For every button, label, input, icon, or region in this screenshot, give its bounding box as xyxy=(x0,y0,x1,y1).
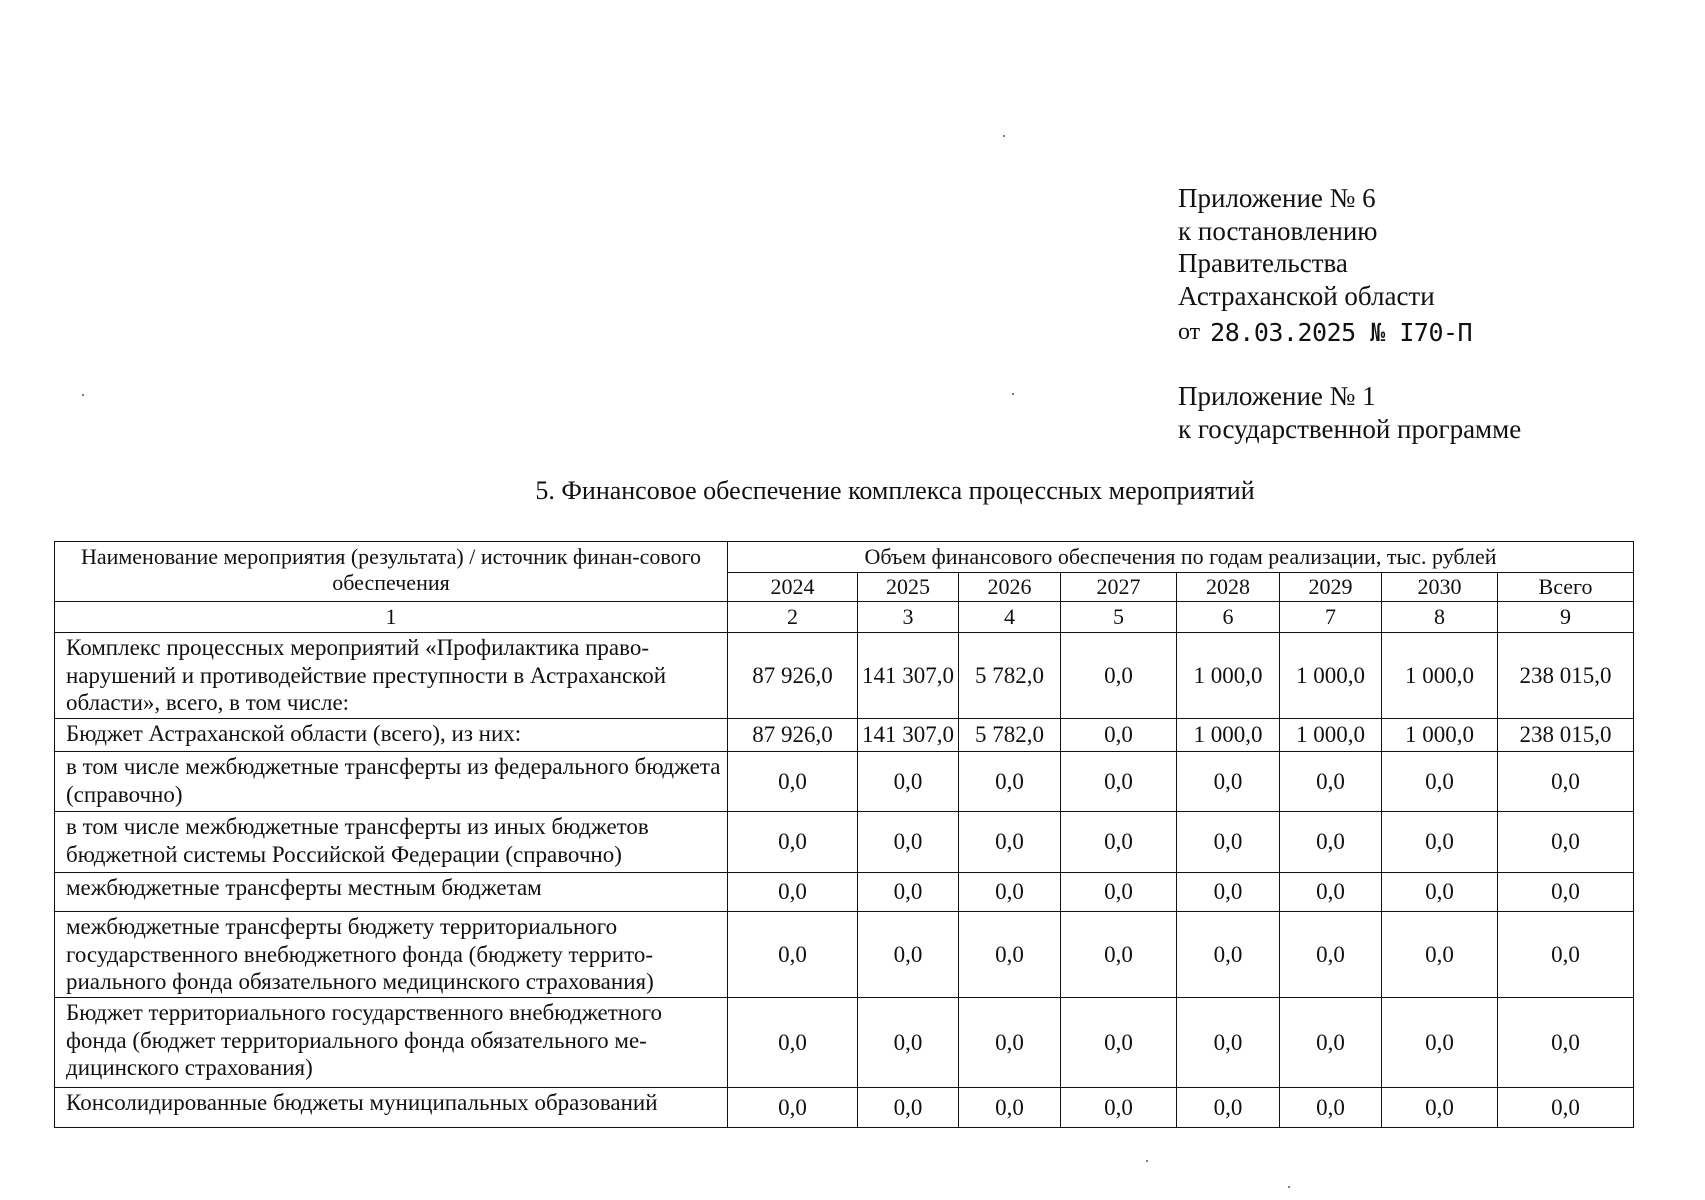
header-line: Правительства xyxy=(1178,248,1348,278)
row-value: 87 926,0 xyxy=(728,719,858,752)
financing-table xyxy=(54,541,1634,1128)
row-value: 0,0 xyxy=(1280,812,1382,873)
row-value: 0,0 xyxy=(959,912,1061,998)
header-line: к постановлению xyxy=(1178,215,1378,246)
row-value: 0,0 xyxy=(959,812,1061,873)
row-value: 0,0 xyxy=(1061,912,1177,998)
row-value: 0,0 xyxy=(1177,998,1280,1088)
annex-line: Приложение № 1 xyxy=(1178,381,1376,411)
row-value: 0,0 xyxy=(728,998,858,1088)
table-row xyxy=(55,1088,1634,1128)
row-value: 0,0 xyxy=(1382,1088,1498,1128)
row-value: 0,0 xyxy=(1177,912,1280,998)
row-value: 1 000,0 xyxy=(1382,633,1498,719)
row-name: Бюджет Астраханской области (всего), из них: xyxy=(55,719,728,752)
row-value: 5 782,0 xyxy=(959,633,1061,719)
row-value: 0,0 xyxy=(1061,812,1177,873)
column-number: 2 xyxy=(728,602,858,633)
row-value: 0,0 xyxy=(959,1088,1061,1128)
row-value: 0,0 xyxy=(858,1088,959,1128)
row-value: 0,0 xyxy=(1280,912,1382,998)
row-value: 0,0 xyxy=(1061,1088,1177,1128)
program-annex-header xyxy=(1178,380,1521,445)
name-column-header: Наименование мероприятия (результата) / источник финан-сового обеспечения xyxy=(55,542,728,602)
row-name: межбюджетные трансферты бюджету территориального государственного внебюджетного фонда (бюджету террито-риального фонда обязательного медицинского страхования) xyxy=(55,912,728,998)
table-row xyxy=(55,752,1634,812)
volume-header: Объем финансового обеспечения по годам реализации, тыс. рублей xyxy=(728,542,1634,573)
header-line: Приложение № 6 xyxy=(1178,183,1376,213)
row-value: 0,0 xyxy=(728,912,858,998)
row-value: 0,0 xyxy=(959,752,1061,812)
row-value: 0,0 xyxy=(1061,752,1177,812)
header-line: Астраханской области xyxy=(1178,280,1435,311)
row-value: 87 926,0 xyxy=(728,633,858,719)
row-value: 1 000,0 xyxy=(1280,633,1382,719)
row-value: 1 000,0 xyxy=(1177,719,1280,752)
column-number: 7 xyxy=(1280,602,1382,633)
column-number: 1 xyxy=(55,602,728,633)
section-title: 5. Финансовое обеспечение комплекса процессных мероприятий xyxy=(535,476,1255,505)
annex-line: к государственной программе xyxy=(1178,413,1522,444)
row-total: 0,0 xyxy=(1498,752,1634,812)
row-value: 0,0 xyxy=(1177,873,1280,912)
row-value: 0,0 xyxy=(1280,1088,1382,1128)
scan-speck xyxy=(1288,1186,1290,1188)
row-value: 0,0 xyxy=(1177,1088,1280,1128)
column-number-row xyxy=(55,602,1634,633)
decree-stamp: 28.03.2025 № I70-П xyxy=(1210,318,1473,347)
row-value: 0,0 xyxy=(858,998,959,1088)
row-value: 1 000,0 xyxy=(1177,633,1280,719)
decree-date-line xyxy=(1178,316,1472,350)
row-value: 0,0 xyxy=(728,873,858,912)
row-value: 0,0 xyxy=(1061,719,1177,752)
row-name: Бюджет территориального государственного внебюджетного фонда (бюджет территориального фонда обязательного ме-дицинского страхования) xyxy=(55,998,728,1088)
row-value: 141 307,0 xyxy=(858,719,959,752)
row-value: 0,0 xyxy=(959,998,1061,1088)
year-header: 2027 xyxy=(1061,573,1177,602)
decree-prefix: от xyxy=(1178,319,1201,345)
row-value: 0,0 xyxy=(1280,998,1382,1088)
table-header-row xyxy=(55,542,1634,573)
row-value: 0,0 xyxy=(728,1088,858,1128)
total-header: Всего xyxy=(1498,573,1634,602)
row-name: Комплекс процессных мероприятий «Профилактика право-нарушений и противодействие преступности в Астраханской области», всего, в том числе: xyxy=(55,633,728,719)
column-number: 8 xyxy=(1382,602,1498,633)
column-number: 9 xyxy=(1498,602,1634,633)
row-name: Консолидированные бюджеты муниципальных образований xyxy=(55,1088,728,1128)
column-number: 3 xyxy=(858,602,959,633)
row-value: 141 307,0 xyxy=(858,633,959,719)
row-value: 0,0 xyxy=(1382,752,1498,812)
row-value: 0,0 xyxy=(1382,998,1498,1088)
row-value: 0,0 xyxy=(858,912,959,998)
row-value: 0,0 xyxy=(1382,873,1498,912)
year-header: 2028 xyxy=(1177,573,1280,602)
row-value: 0,0 xyxy=(858,873,959,912)
row-value: 0,0 xyxy=(1280,752,1382,812)
row-value: 0,0 xyxy=(1382,912,1498,998)
year-header: 2024 xyxy=(728,573,858,602)
row-value: 0,0 xyxy=(728,752,858,812)
row-value: 0,0 xyxy=(1280,873,1382,912)
column-number: 5 xyxy=(1061,602,1177,633)
table-row xyxy=(55,719,1634,752)
row-value: 0,0 xyxy=(1177,752,1280,812)
row-value: 5 782,0 xyxy=(959,719,1061,752)
table-row xyxy=(55,998,1634,1088)
column-number: 4 xyxy=(959,602,1061,633)
row-value: 0,0 xyxy=(858,812,959,873)
row-value: 0,0 xyxy=(728,812,858,873)
table-row xyxy=(55,812,1634,873)
table-row xyxy=(55,633,1634,719)
scan-speck xyxy=(1003,135,1005,137)
year-header: 2026 xyxy=(959,573,1061,602)
row-value: 0,0 xyxy=(858,752,959,812)
year-header: 2025 xyxy=(858,573,959,602)
row-value: 0,0 xyxy=(1177,812,1280,873)
row-total: 0,0 xyxy=(1498,873,1634,912)
row-value: 0,0 xyxy=(1061,873,1177,912)
row-value: 0,0 xyxy=(1061,998,1177,1088)
row-total: 0,0 xyxy=(1498,998,1634,1088)
row-total: 0,0 xyxy=(1498,812,1634,873)
scan-speck xyxy=(1146,1160,1148,1162)
row-name: межбюджетные трансферты местным бюджетам xyxy=(55,873,728,912)
row-value: 0,0 xyxy=(1061,633,1177,719)
row-total: 238 015,0 xyxy=(1498,719,1634,752)
row-total: 0,0 xyxy=(1498,912,1634,998)
table-row xyxy=(55,912,1634,998)
year-header: 2030 xyxy=(1382,573,1498,602)
decree-annex-header xyxy=(1178,182,1472,350)
scan-speck xyxy=(82,394,84,396)
table-row xyxy=(55,873,1634,912)
scan-speck xyxy=(1012,393,1014,395)
row-value: 1 000,0 xyxy=(1382,719,1498,752)
row-value: 1 000,0 xyxy=(1280,719,1382,752)
row-name: в том числе межбюджетные трансферты из иных бюджетов бюджетной системы Российской Федерации (справочно) xyxy=(55,812,728,873)
column-number: 6 xyxy=(1177,602,1280,633)
row-value: 0,0 xyxy=(959,873,1061,912)
year-header: 2029 xyxy=(1280,573,1382,602)
row-name: в том числе межбюджетные трансферты из федерального бюджета (справочно) xyxy=(55,752,728,812)
row-value: 0,0 xyxy=(1382,812,1498,873)
row-total: 238 015,0 xyxy=(1498,633,1634,719)
row-total: 0,0 xyxy=(1498,1088,1634,1128)
